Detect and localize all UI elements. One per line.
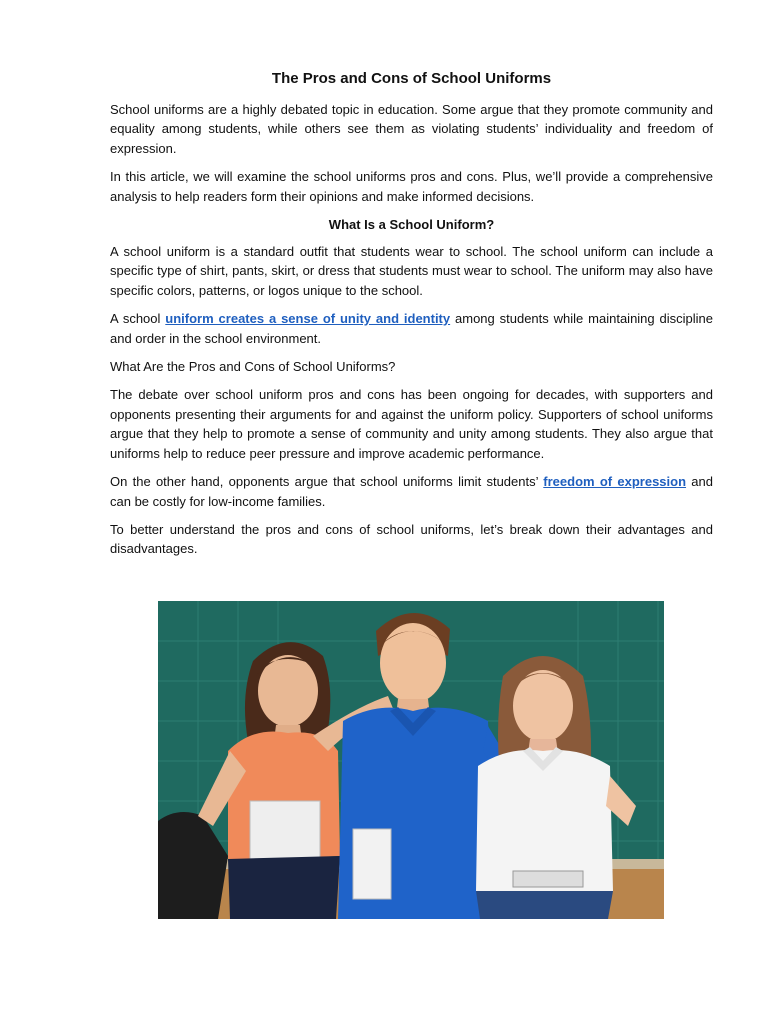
debate-paragraph-2 [110, 472, 713, 511]
section-heading-what-is: What Is a School Uniform? [328, 217, 495, 233]
students-illustration [158, 601, 664, 919]
article-body [110, 68, 713, 568]
unity-identity-link[interactable]: uniform creates a sense of unity and identity [165, 311, 451, 327]
definition-text-after-link: among students while maintaining discipline and order in the school environment. [110, 311, 713, 346]
definition-text-before-link: A school [110, 311, 166, 327]
debate-text-before-link: On the other hand, opponents argue that school uniforms limit students’ [110, 474, 544, 490]
freedom-of-expression-link[interactable]: freedom of expression [543, 474, 687, 490]
intro-paragraph-1: School uniforms are a highly debated topic in education. Some argue that they promote community and equality among students, while others see them as violating students’ individuality and freedom of expression. [110, 102, 713, 156]
debate-text-after-link: and can be costly for low-income families. [110, 474, 713, 509]
article-title: The Pros and Cons of School Uniforms [271, 70, 552, 87]
section-heading-pros-cons: What Are the Pros and Cons of School Uniforms? [110, 359, 396, 375]
closing-paragraph: To better understand the pros and cons of school uniforms, let’s break down their advantages and disadvantages. [110, 521, 713, 557]
intro-paragraph-2: In this article, we will examine the school uniforms pros and cons. Plus, we’ll provide a comprehensive analysis to help readers form their opinions and make informed decisions. [110, 169, 713, 204]
debate-paragraph-1: The debate over school uniform pros and cons has been ongoing for decades, with supporters and opponents presenting their arguments for and against the uniform policy. Supporters of school uniforms argue that they help to promote a sense of community and unity among students. They also argue that uniforms help to reduce peer pressure and improve academic performance. [110, 387, 713, 461]
definition-paragraph-1: A school uniform is a standard outfit that students wear to school. The school uniform can include a specific type of shirt, pants, skirt, or dress that students must wear to school. The uniform may also have specific colors, patterns, or logos unique to the school. [110, 244, 713, 298]
definition-paragraph-2 [110, 309, 713, 348]
students-photo [158, 601, 664, 919]
